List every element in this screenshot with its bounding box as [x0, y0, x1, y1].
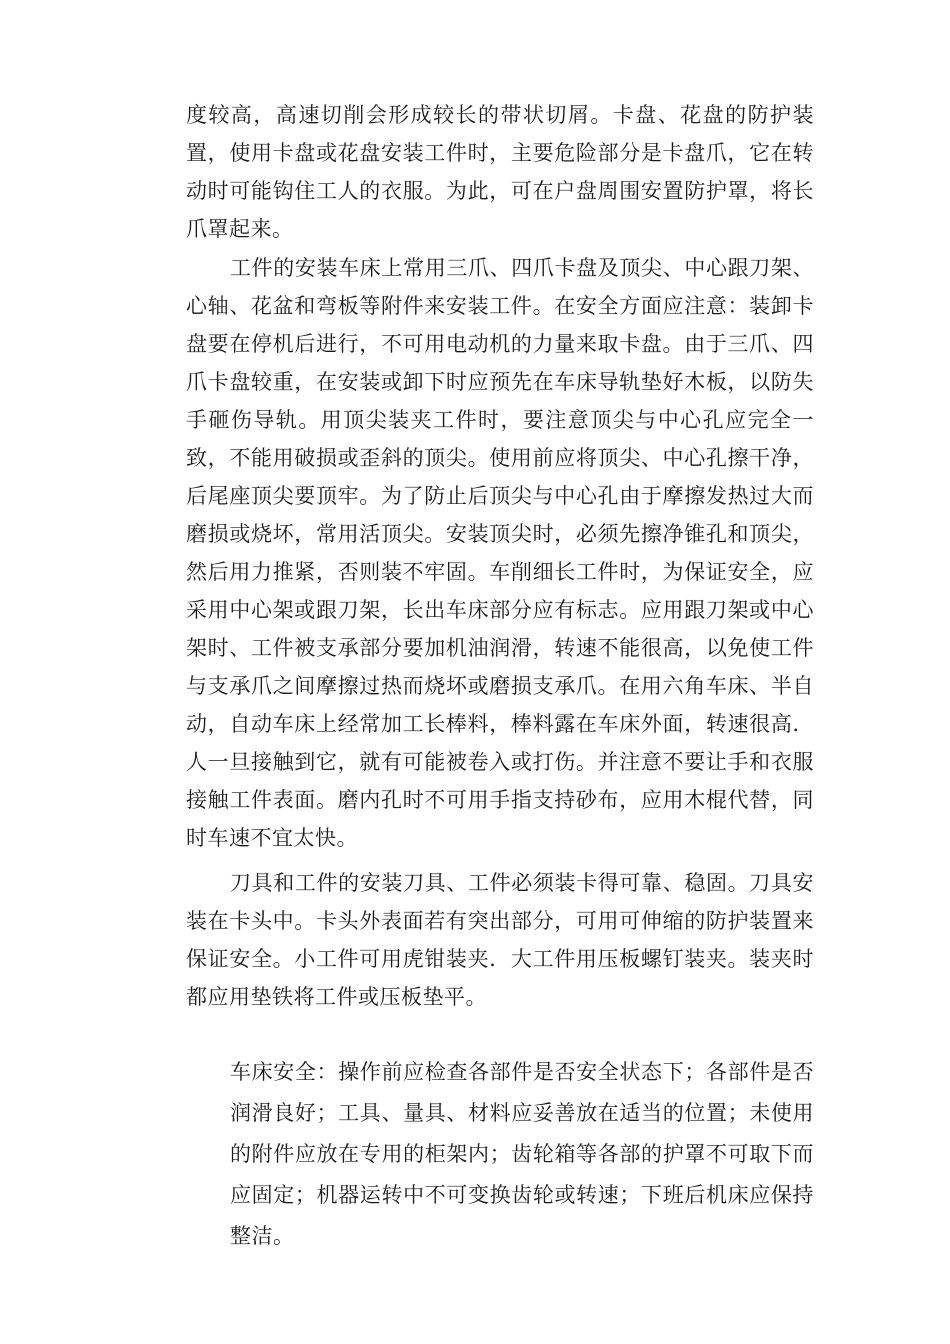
- paragraph-workpiece-mounting: 工件的安装车床上常用三爪、四爪卡盘及顶尖、中心跟刀架、心轴、花盆和弯板等附件来安装工件。在安全方面应注意：装卸卡盘要在停机后进行，不可用电动机的力量来取卡盘。由于三爪、四爪卡盘较重，在安装或卸下时应预先在车床导轨垫好木板，以防失手砸伤导轨。用顶尖装夹工件时，要注意顶尖与中心孔应完全一致，不能用破损或歪斜的顶尖。使用前应将顶尖、中心孔擦干净，后尾座顶尖要顶牢。为了防止后顶尖与中心孔由于摩擦发热过大而磨损或烧坏，常用活顶尖。安装顶尖时，必须先擦净锥孔和顶尖，然后用力推紧，否则装不牢固。车削细长工件时，为保证安全，应采用中心架或跟刀架，长出车床部分应有标志。应用跟刀架或中心架时、工件被支承部分要加机油润滑，转速不能很高，以免使工件与支承爪之间摩擦过热而烧坏或磨损支承爪。在用六角车床、半自动，自动车床上经常加工长棒料，棒料露在车床外面，转速很高．人一旦接触到它，就有可能被卷入或打伤。并注意不要让手和衣服接触工件表面。磨内孔时不可用手指支持砂布，应用木棍代替，同时车速不宜太快。: [186, 256, 814, 850]
- paragraph-lathe-safety: 车床安全：操作前应检查各部件是否安全状态下；各部件是否润滑良好；工具、量具、材料应妥善放在适当的位置；未使用的附件应放在专用的柜架内；齿轮箱等各部的护罩不可取下而应固定；机器运转中不可变换齿轮或转速；下班后机床应保持整洁。: [230, 1060, 814, 1248]
- paragraph-tool-mounting: 刀具和工件的安装刀具、工件必须装卡得可靠、稳固。刀具安装在卡头中。卡头外表面若有突出部分，可用可伸缩的防护装置来保证安全。小工件可用虎钳装夹．大工件用压板螺钉装夹。装夹时都应用垫铁将工件或压板垫平。: [186, 871, 814, 1009]
- paragraph-chuck-guard: 度较高，高速切削会形成较长的带状切屑。卡盘、花盘的防护装置，使用卡盘或花盘安装工件时，主要危险部分是卡盘爪，它在转动时可能钩住工人的衣服。为此，可在户盘周围安置防护罩，将长爪罩起来。: [186, 103, 814, 241]
